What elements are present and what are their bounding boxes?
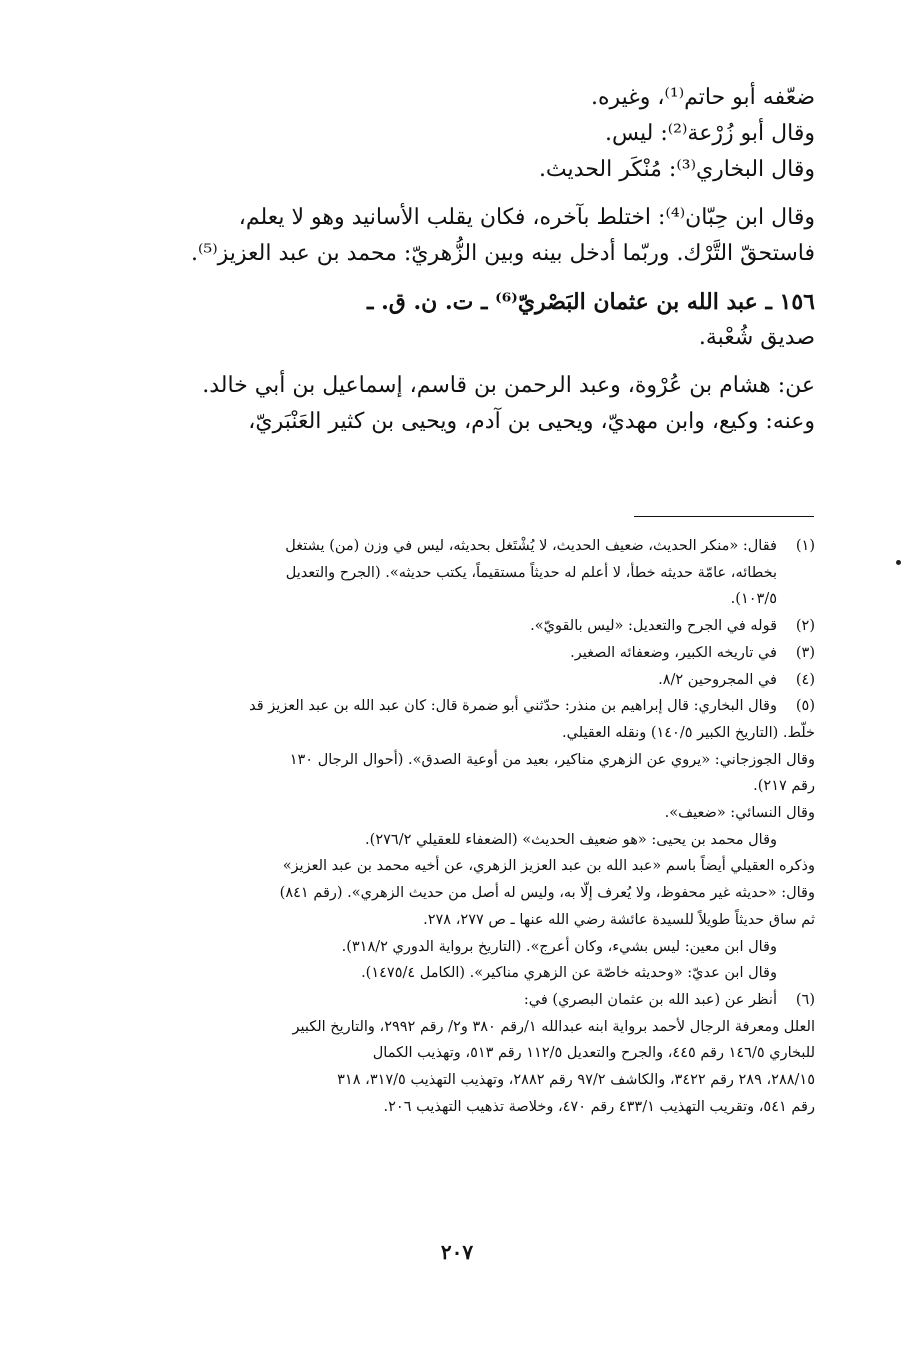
- footnote-line: في تاريخه الكبير، وضعفائه الصغير.: [570, 644, 777, 661]
- footnote-line: رقم ٢١٧).: [753, 778, 815, 795]
- footnote-number: (٢): [795, 618, 815, 635]
- footnote-number: (٣): [795, 644, 815, 661]
- footnote-line: وقال ابن معين: ليس بشيء، وكان أعرج». (التاريخ برواية الدوري ٣١٨/٢).: [341, 938, 777, 955]
- footnote-line: وقال: «حديثه غير محفوظ، ولا يُعرف إلّا به، وليس له أصل من حديث الزهري». (رقم ٨٤١): [279, 885, 815, 902]
- footnote-divider: [634, 516, 814, 517]
- footnote-line: العلل ومعرفة الرجال لأحمد برواية ابنه عبدالله ١/رقم ٣٨٠ و٢/ رقم ٢٩٩٢، والتاريخ الكبير: [292, 1018, 815, 1035]
- footnote-2: [95, 613, 815, 640]
- footnote-5: [95, 693, 815, 720]
- main-line-5: فاستحقّ التَّرْك. وربّما أدخل بينه وبين الزُّهريّ: محمد بن عبد العزيز⁽⁵⁾.: [190, 241, 815, 266]
- main-line-1: ضعّفه أبو حاتم⁽¹⁾، وغيره.: [590, 85, 815, 110]
- footnote-line: وقال محمد بن يحيى: «هو ضعيف الحديث» (الضعفاء للعقيلي ٢٧٦/٢).: [365, 831, 777, 848]
- footnote-1: [95, 533, 815, 613]
- footnote-number: (١): [795, 538, 815, 554]
- footnote-line: قوله في الجرح والتعديل: «ليس بالقويّ».: [530, 618, 777, 635]
- footnote-line: فقال: «منكر الحديث، ضعيف الحديث، لا يُشْتَغل بحديثه، ليس في وزن (من) يشتغل: [285, 538, 777, 554]
- footnote-line: أنظر عن (عبد الله بن عثمان البصري) في:: [523, 991, 777, 1008]
- main-line-4: وقال ابن حِبّان⁽⁴⁾: اختلط بآخره، فكان يقلب الأسانيد وهو لا يعلم،: [238, 205, 815, 230]
- footnote-line: في المجروحين ٨/٢.: [658, 671, 777, 688]
- footnote-line: ثم ساق حديثاً طويلاً للسيدة عائشة رضي الله عنها ـ ص ٢٧٧، ٢٧٨.: [423, 911, 815, 928]
- page-number: ٢٠٧: [440, 1240, 474, 1264]
- entry-title: ١٥٦ ـ عبد الله بن عثمان البَصْريّ⁽⁶⁾ ـ ت. ن. ق. ـ: [366, 289, 815, 315]
- main-line-3: وقال البخاري⁽³⁾: مُنْكَر الحديث.: [538, 157, 815, 182]
- footnote-number: (٤): [795, 671, 815, 688]
- footnote-number: (٥): [795, 698, 815, 715]
- margin-dot: [896, 560, 901, 565]
- main-text: [95, 80, 815, 440]
- entry-line-3: وعنه: وكيع، وابن مهديّ، ويحيى بن آدم، ويحيى بن كثير العَنْبَريّ،: [248, 409, 815, 434]
- footnote-line: خلّط. (التاريخ الكبير ١٤٠/٥) ونقله العقيلي.: [562, 724, 815, 741]
- footnote-line: وقال النسائي: «ضعيف».: [664, 805, 815, 822]
- footnote-line: رقم ٥٤١، وتقريب التهذيب ٤٣٣/١ رقم ٤٧٠، وخلاصة تذهيب التهذيب ٢٠٦.: [383, 1098, 815, 1115]
- footnote-line: بخطائه، عامّة حديثه خطأ، لا أعلم له حديثاً مستقيماً، يكتب حديثه». (الجرح والتعديل: [285, 564, 777, 581]
- footnote-line: وذكره العقيلي أيضاً باسم «عبد الله بن عبد العزيز الزهري، عن أخيه محمد بن عبد العزيز»: [282, 858, 815, 875]
- footnote-line: ٢٨٨/١٥، ٢٨٩ رقم ٣٤٢٢، والكاشف ٩٧/٢ رقم ٢٨٨٢، وتهذيب التهذيب ٣١٧/٥، ٣١٨: [337, 1072, 815, 1089]
- footnote-line: للبخاري ١٤٦/٥ رقم ٤٤٥، والجرح والتعديل ١١٢/٥ رقم ٥١٣، وتهذيب الكمال: [372, 1045, 815, 1062]
- entry-line-1: صديق شُعْبة.: [698, 325, 815, 350]
- footnote-number: (٦): [795, 991, 815, 1008]
- footnote-line: ١٠٣/٥).: [730, 591, 777, 608]
- footnote-3: [95, 640, 815, 667]
- entry-line-2: عن: هشام بن عُرْوة، وعبد الرحمن بن قاسم، إسماعيل بن أبي خالد.: [202, 373, 815, 398]
- footnote-line: وقال الجوزجاني: «يروي عن الزهري مناكير، بعيد من أوعية الصدق». (أحوال الرجال ١٣٠: [289, 751, 815, 768]
- main-line-2: وقال أبو زُرْعة⁽²⁾: ليس.: [604, 121, 815, 146]
- footnote-line: وقال البخاري: قال إبراهيم بن منذر: حدّثني أبو ضمرة قال: كان عبد الله بن عبد العزيز قد: [249, 698, 777, 715]
- footnotes: [95, 533, 815, 1120]
- footnote-6: [95, 987, 815, 1014]
- footnote-4: [95, 667, 815, 694]
- footnote-line: وقال ابن عديّ: «وحديثه خاصّة عن الزهري مناكير». (الكامل ١٤٧٥/٤).: [361, 965, 777, 982]
